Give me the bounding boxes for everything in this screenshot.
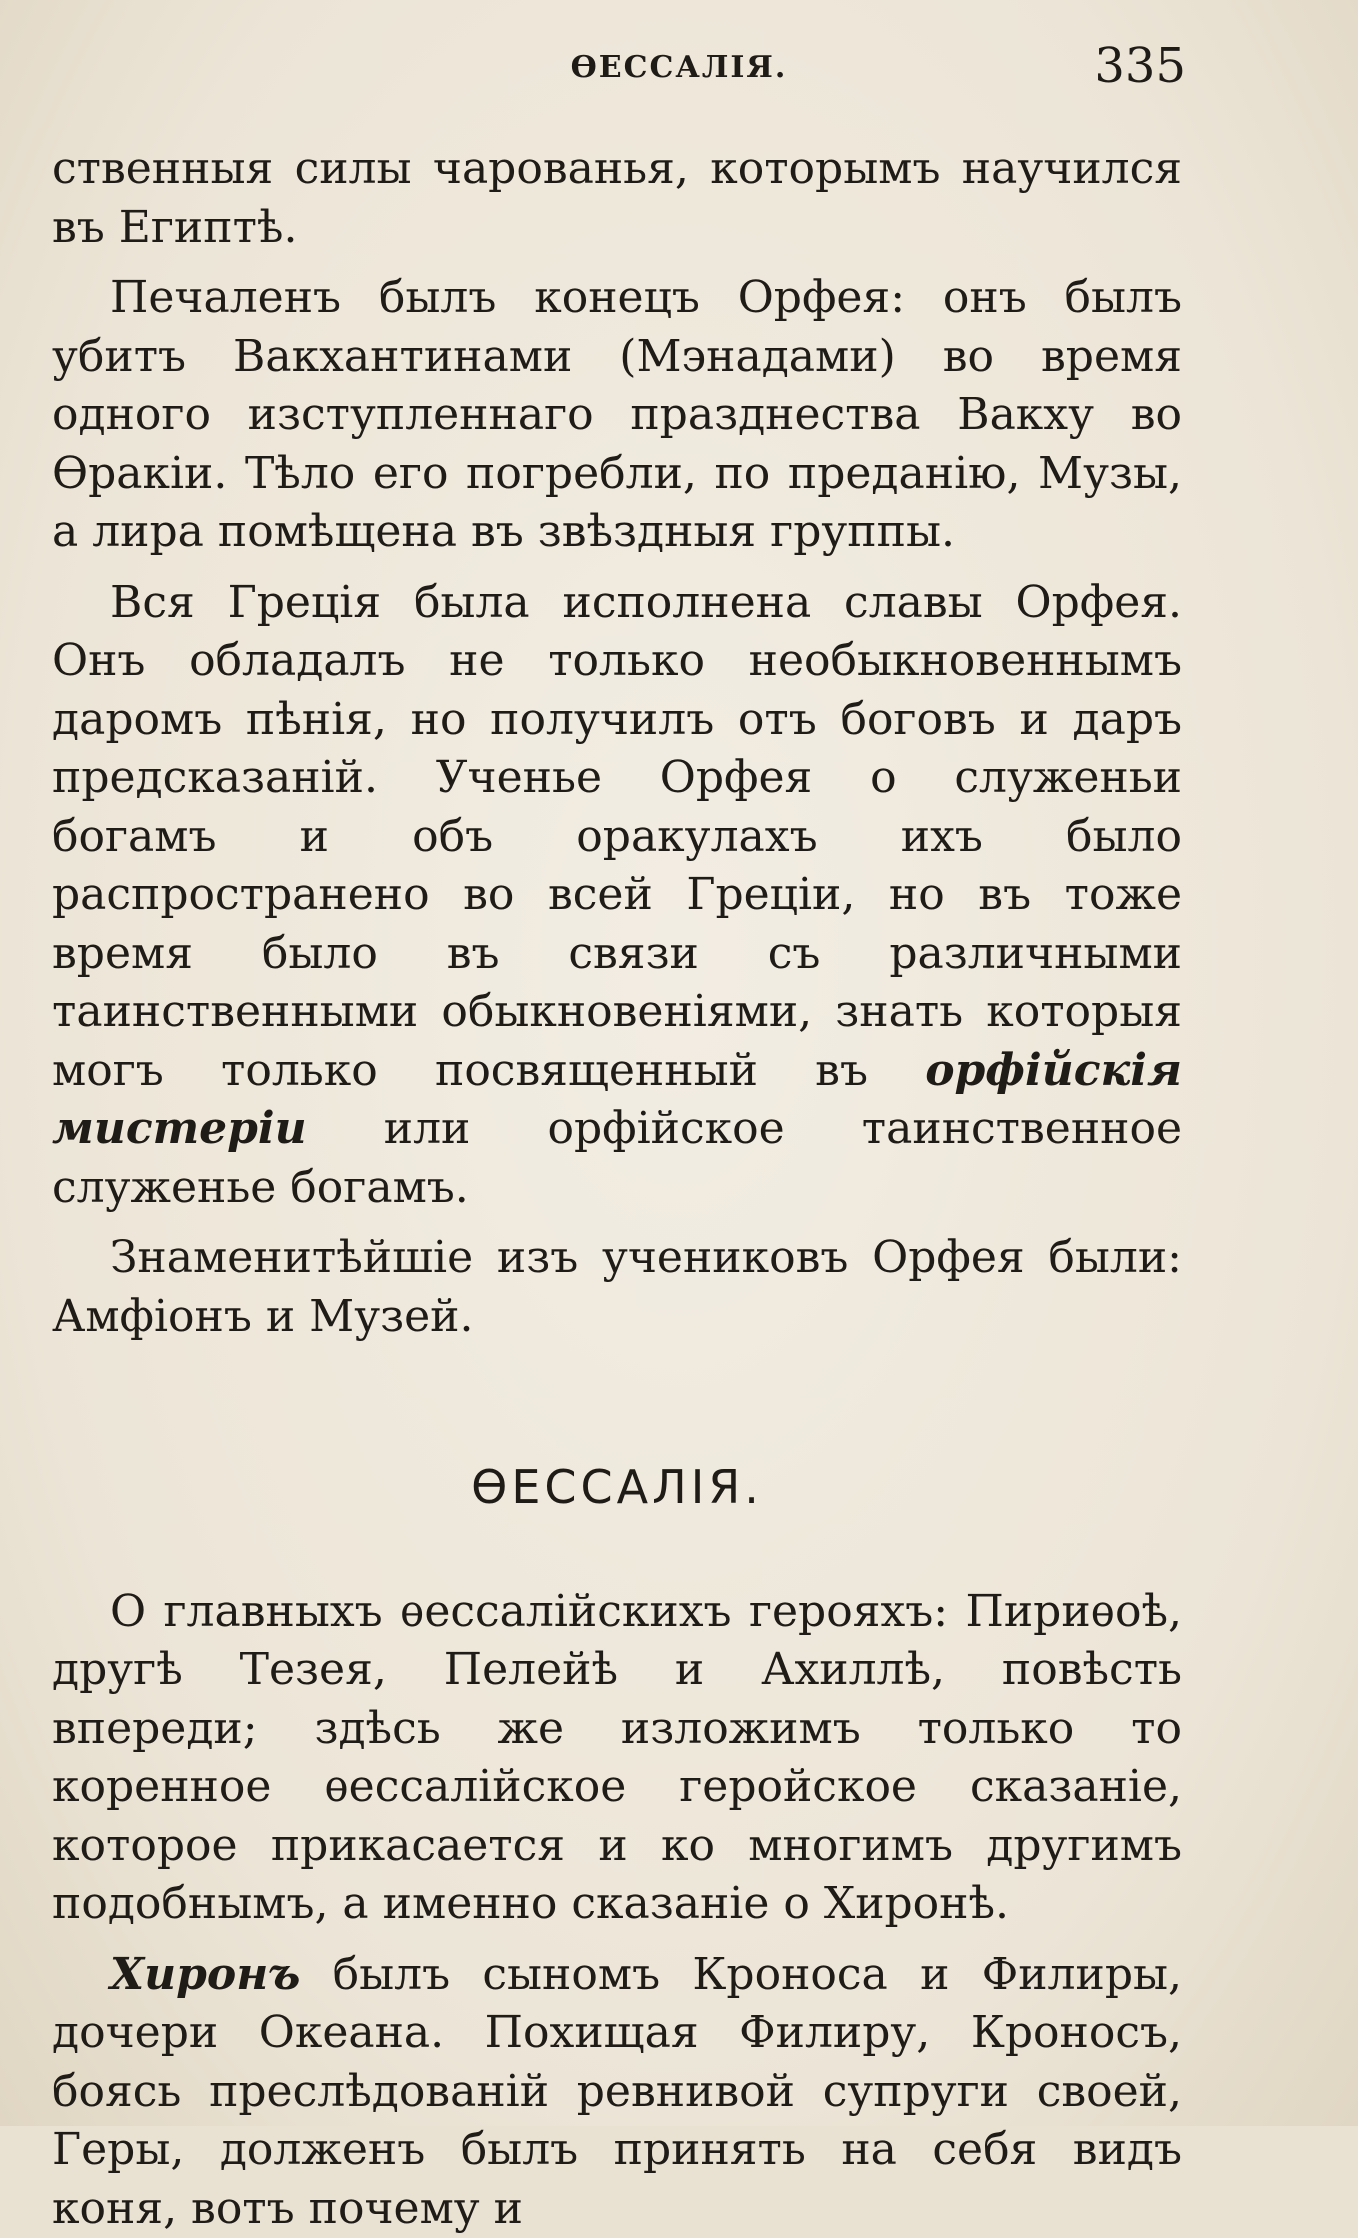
paragraph-text: былъ сыномъ Кроноса и Филиры, дочери Океана. Похищая Филиру, Кроносъ, боясь преслѣдованій ревнивой супруги своей, Геры, долженъ былъ принять на себя видъ коня, вотъ почему и	[52, 1949, 1182, 2234]
paragraph-orpheus-fame	[52, 574, 1182, 1218]
body-text	[52, 140, 1182, 2238]
paragraph-text: Вся Грецiя была исполнена славы Орфея. Онъ обладалъ не только необыкновеннымъ даромъ пѣнія, но получилъ отъ боговъ и даръ предсказаній. Ученье Орфея о служеньи богамъ и объ оракулахъ ихъ было распространено во всей Греціи, но въ тоже время было въ связи съ различными таинственными обыкновеніями, знать которыя могъ только посвященный въ	[52, 577, 1182, 1096]
page-number: 335	[1094, 38, 1186, 94]
paragraph-continuation: ственныя силы чарованья, которымъ научился въ Египтѣ.	[52, 140, 1182, 257]
paragraph-chiron	[52, 1946, 1182, 2238]
section-heading: ѲЕССАЛІЯ.	[52, 1458, 1182, 1517]
page-header	[0, 38, 1358, 98]
emphasis-term: орфійскія мистеріи	[52, 1045, 1182, 1155]
running-head: ѲЕССАЛІЯ.	[0, 50, 1358, 85]
emphasis-name: Хиронъ	[110, 1949, 300, 2000]
paragraph-orpheus-students: Знаменитѣйшіе изъ учениковъ Орфея были: Амфіонъ и Музей.	[52, 1229, 1182, 1346]
paragraph-thessaly-heroes: О главныхъ ѳессалійскихъ герояхъ: Пириѳоѣ, другѣ Тезея, Пелейѣ и Ахиллѣ, повѣсть впереди; здѣсь же изложимъ только то коренное ѳессалійское геройское сказаніе, которое прикасается и ко многимъ другимъ подобнымъ, а именно сказаніе о Хиронѣ.	[52, 1583, 1182, 1934]
paragraph-orpheus-death: Печаленъ былъ конецъ Орфея: онъ былъ убитъ Вакхантинами (Мэнадами) во время одного изступленнаго празднества Вакху во Ѳракіи. Тѣло его погребли, по преданію, Музы, а лира помѣщена въ звѣздныя группы.	[52, 269, 1182, 562]
paragraph-text: или орфійское таинственное служенье богамъ.	[52, 1103, 1182, 1213]
